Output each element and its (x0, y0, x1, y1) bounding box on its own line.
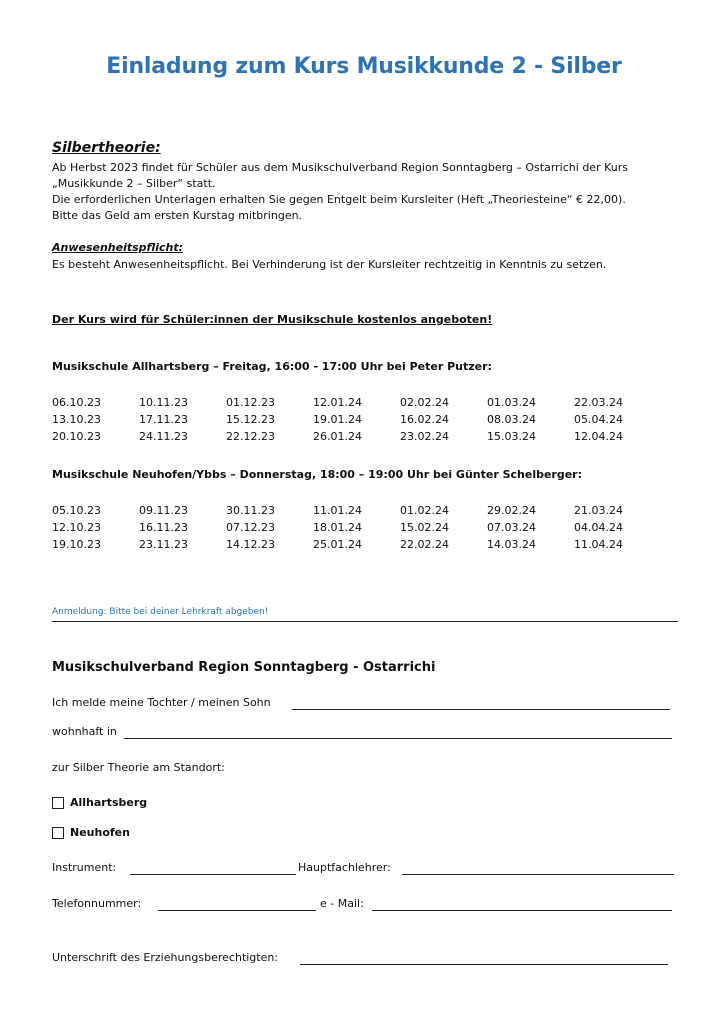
section-divider (52, 621, 678, 622)
date-row (52, 502, 661, 519)
attendance-text: Es besteht Anwesenheitspflicht. Bei Verhinderung ist der Kursleiter rechtzeitig in Kenntnis zu setzen. (52, 258, 607, 271)
date-cell: 16.11.23 (139, 521, 188, 534)
theory-line: „Musikkunde 2 – Silber“ statt. (52, 177, 216, 190)
date-cell: 22.02.24 (400, 538, 449, 551)
allhartsberg-dates-table (52, 394, 661, 445)
neuhofen-dates-table (52, 502, 661, 553)
date-cell: 20.10.23 (52, 430, 101, 443)
address-field[interactable] (124, 738, 672, 739)
allhartsberg-checkbox[interactable] (52, 797, 64, 809)
instrument-field[interactable] (130, 874, 296, 875)
option-allhartsberg[interactable] (52, 796, 147, 809)
instrument-label: Instrument: (52, 861, 117, 874)
date-cell: 12.10.23 (52, 521, 101, 534)
date-cell: 13.10.23 (52, 413, 101, 426)
email-field[interactable] (372, 910, 672, 911)
date-cell: 15.12.23 (226, 413, 275, 426)
date-cell: 12.04.24 (574, 430, 623, 443)
date-cell: 19.10.23 (52, 538, 101, 551)
date-cell: 22.03.24 (574, 396, 623, 409)
date-cell: 26.01.24 (313, 430, 362, 443)
date-cell: 08.03.24 (487, 413, 536, 426)
child-label: Ich melde meine Tochter / meinen Sohn (52, 696, 271, 709)
location-label: zur Silber Theorie am Standort: (52, 761, 225, 774)
theory-line: Bitte das Geld am ersten Kurstag mitbringen. (52, 209, 303, 222)
date-row (52, 519, 661, 536)
date-cell: 14.12.23 (226, 538, 275, 551)
phone-field[interactable] (158, 910, 316, 911)
email-label: e - Mail: (320, 897, 364, 910)
date-cell: 12.01.24 (313, 396, 362, 409)
date-cell: 19.01.24 (313, 413, 362, 426)
theory-line: Ab Herbst 2023 findet für Schüler aus dem Musikschulverband Region Sonntagberg – Ostarrichi der Kurs (52, 161, 628, 174)
theory-paragraph (52, 160, 682, 224)
teacher-label: Hauptfachlehrer: (298, 861, 391, 874)
child-name-field[interactable] (292, 709, 670, 710)
attendance-heading: Anwesenheitspflicht: (52, 241, 183, 254)
date-cell: 11.01.24 (313, 504, 362, 517)
date-cell: 15.03.24 (487, 430, 536, 443)
date-cell: 07.03.24 (487, 521, 536, 534)
date-cell: 01.03.24 (487, 396, 536, 409)
form-organization-title: Musikschulverband Region Sonntagberg - Ostarrichi (52, 660, 436, 675)
date-cell: 11.04.24 (574, 538, 623, 551)
date-cell: 17.11.23 (139, 413, 188, 426)
theory-line: Die erforderlichen Unterlagen erhalten Sie gegen Entgelt beim Kursleiter (Heft „Theoriesteine“ € 22,00). (52, 193, 626, 206)
date-cell: 16.02.24 (400, 413, 449, 426)
date-cell: 24.11.23 (139, 430, 188, 443)
date-cell: 05.04.24 (574, 413, 623, 426)
date-row (52, 394, 661, 411)
phone-label: Telefonnummer: (52, 897, 142, 910)
date-cell: 01.02.24 (400, 504, 449, 517)
date-cell: 02.02.24 (400, 396, 449, 409)
date-cell: 14.03.24 (487, 538, 536, 551)
date-cell: 06.10.23 (52, 396, 101, 409)
date-cell: 04.04.24 (574, 521, 623, 534)
neuhofen-label: Neuhofen (70, 826, 130, 839)
date-cell: 30.11.23 (226, 504, 275, 517)
date-row (52, 428, 661, 445)
option-neuhofen[interactable] (52, 826, 130, 839)
date-cell: 15.02.24 (400, 521, 449, 534)
date-row (52, 411, 661, 428)
date-cell: 22.12.23 (226, 430, 275, 443)
signature-field[interactable] (300, 964, 668, 965)
date-cell: 21.03.24 (574, 504, 623, 517)
date-row (52, 536, 661, 553)
date-cell: 29.02.24 (487, 504, 536, 517)
neuhofen-checkbox[interactable] (52, 827, 64, 839)
free-course-notice: Der Kurs wird für Schüler:innen der Musikschule kostenlos angeboten! (52, 313, 493, 326)
date-cell: 25.01.24 (313, 538, 362, 551)
allhartsberg-label: Allhartsberg (70, 796, 148, 809)
theory-heading: Silbertheorie: (52, 140, 161, 156)
address-label: wohnhaft in (52, 725, 117, 738)
date-cell: 05.10.23 (52, 504, 101, 517)
date-cell: 23.11.23 (139, 538, 188, 551)
date-cell: 07.12.23 (226, 521, 275, 534)
teacher-field[interactable] (402, 874, 674, 875)
registration-note: Anmeldung: Bitte bei deiner Lehrkraft abgeben! (52, 607, 269, 617)
neuhofen-heading: Musikschule Neuhofen/Ybbs – Donnerstag, 18:00 – 19:00 Uhr bei Günter Schelberger: (52, 468, 583, 481)
allhartsberg-heading: Musikschule Allhartsberg – Freitag, 16:00 - 17:00 Uhr bei Peter Putzer: (52, 360, 492, 373)
date-cell: 10.11.23 (139, 396, 188, 409)
date-cell: 01.12.23 (226, 396, 275, 409)
page-title: Einladung zum Kurs Musikkunde 2 - Silber (106, 54, 622, 79)
date-cell: 18.01.24 (313, 521, 362, 534)
date-cell: 09.11.23 (139, 504, 188, 517)
signature-label: Unterschrift des Erziehungsberechtigten: (52, 951, 279, 964)
date-cell: 23.02.24 (400, 430, 449, 443)
